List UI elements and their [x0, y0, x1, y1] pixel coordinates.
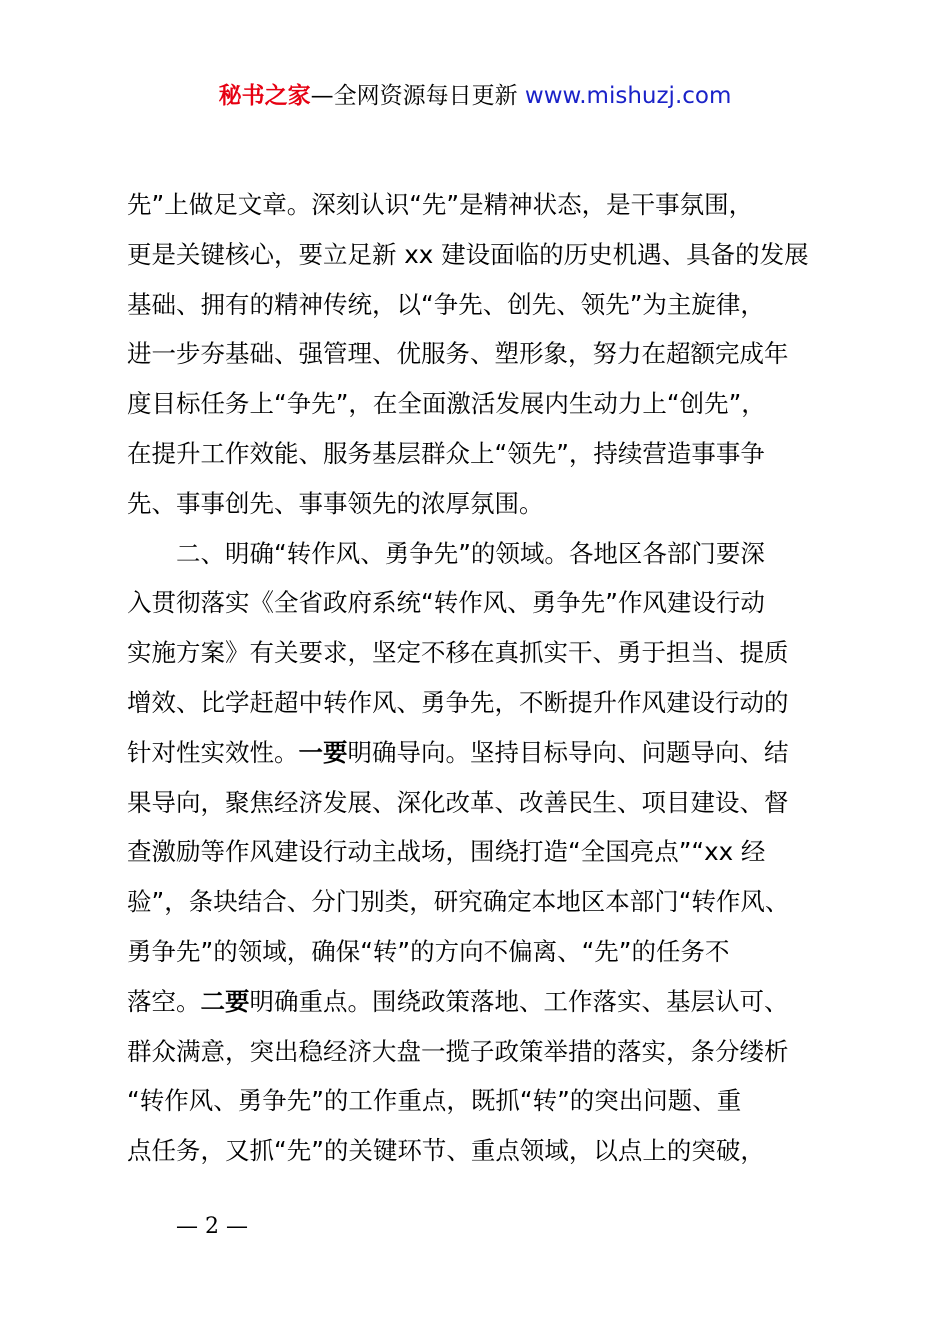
bold-keyword: 二要 — [200, 986, 250, 1016]
body-line: 入贯彻落实《全省政府系统“转作风、勇争先”作风建设行动 — [127, 588, 765, 618]
section-heading-line: 二、明确“转作风、勇争先”的领域。各地区各部门要深 — [176, 538, 765, 568]
site-url-link[interactable]: www.mishuzj.com — [524, 83, 732, 109]
body-line: 先、事事创先、事事领先的浓厚氛围。 — [127, 488, 544, 518]
document-body — [127, 180, 837, 1176]
body-line: 点任务，又抓“先”的关键环节、重点领域，以点上的突破， — [127, 1136, 765, 1166]
bold-keyword: 一要 — [298, 737, 348, 767]
body-line — [127, 977, 837, 1027]
site-name: 秘书之家 — [218, 83, 311, 109]
body-line: 进一步夯基础、强管理、优服务、塑形象，努力在超额完成年 — [127, 339, 789, 369]
body-text: 明确导向。坚持目标导向、问题导向、结 — [347, 737, 789, 767]
body-line: 基础、拥有的精神传统，以“争先、创先、领先”为主旋律， — [127, 289, 765, 319]
body-line: 查激励等作风建设行动主战场，围绕打造“全国亮点”“xx 经 — [127, 837, 766, 867]
body-line — [127, 728, 837, 778]
body-line: 实施方案》有关要求，坚定不移在真抓实干、勇于担当、提质 — [127, 638, 789, 668]
body-text: 针对性实效性。 — [127, 737, 299, 767]
body-line: 果导向，聚焦经济发展、深化改革、改善民生、项目建设、督 — [127, 787, 789, 817]
page-number: — 2 — — [176, 1214, 248, 1239]
body-line: 勇争先”的领域，确保“转”的方向不偏离、“先”的任务不 — [127, 936, 730, 966]
body-text: 落空。 — [127, 986, 201, 1016]
body-line: 验”，条块结合、分门别类，研究确定本地区本部门“转作风、 — [127, 887, 790, 917]
site-tagline: —全网资源每日更新 — [310, 83, 518, 109]
body-line: 在提升工作效能、服务基层群众上“领先”，持续营造事事争 — [127, 438, 765, 468]
body-line: 先”上做足文章。深刻认识“先”是精神状态，是干事氛围， — [127, 190, 754, 219]
body-line: “转作风、勇争先”的工作重点，既抓“转”的突出问题、重 — [127, 1086, 742, 1116]
body-line: 度目标任务上“争先”，在全面激活发展内生动力上“创先”， — [127, 389, 766, 419]
body-line: 群众满意，突出稳经济大盘一揽子政策举措的落实，条分缕析 — [127, 1036, 789, 1066]
body-text: 明确重点。围绕政策落地、工作落实、基层认可、 — [249, 986, 789, 1016]
body-line: 增效、比学赶超中转作风、勇争先，不断提升作风建设行动的 — [127, 687, 789, 717]
body-line: 更是关键核心，要立足新 xx 建设面临的历史机遇、具备的发展 — [127, 239, 809, 269]
site-header — [0, 80, 950, 112]
